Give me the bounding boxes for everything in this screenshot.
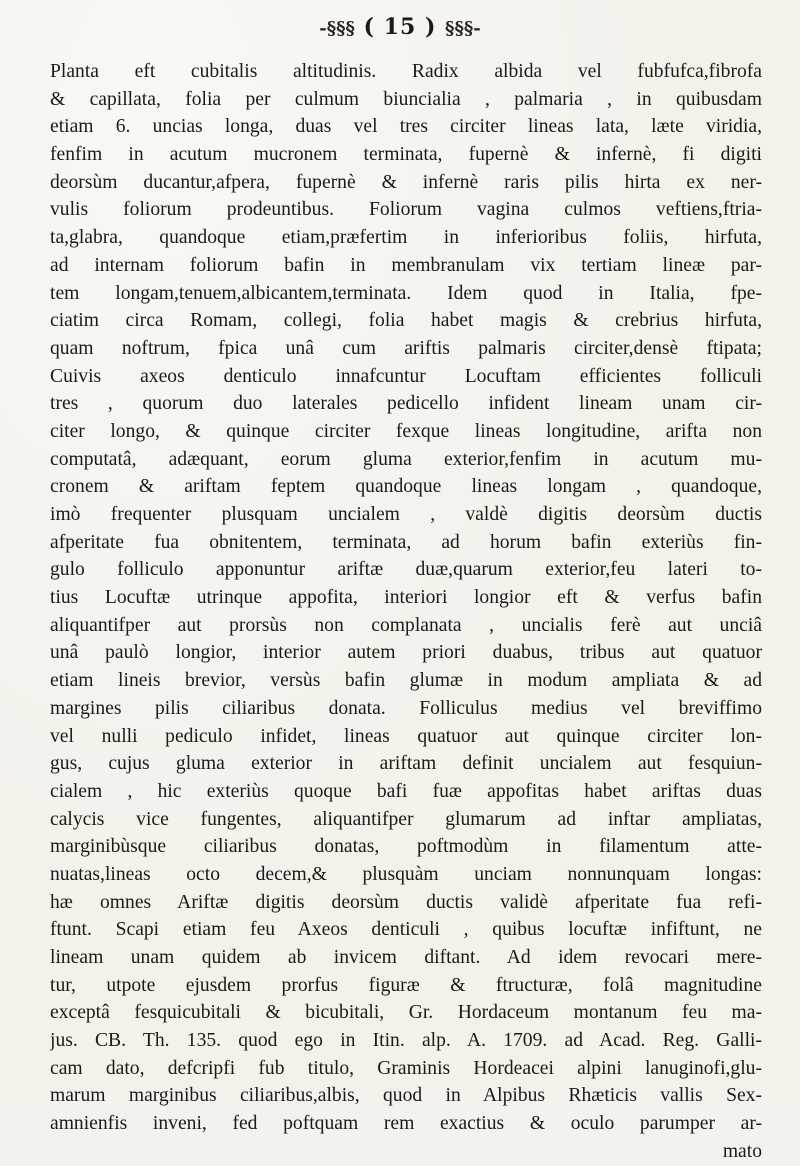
text-line: lineam unam quidem ab invicem diftant. Ad idem revocari mere- xyxy=(50,947,762,968)
text-line: Planta eft cubitalis altitudinis. Radix albida vel fubfufca,fibrofa xyxy=(50,61,762,82)
text-line: computatâ, adæquant, eorum gluma exterior,fenfim in acutum mu- xyxy=(50,448,762,470)
catchword: mato xyxy=(722,1140,762,1162)
text-line: citer longo, & quinque circiter fexque lineas longitudine, arifta non xyxy=(50,420,762,442)
text-line: afperitate fua obnitentem, terminata, ad horum bafin exteriùs fin- xyxy=(50,531,762,553)
text-line: imò frequenter plusquam uncialem , valdè digitis deorsùm ductis xyxy=(50,504,762,525)
text-line: amnienfis inveni, fed poftquam rem exactius & oculo parumper ar- xyxy=(50,1113,762,1135)
text-line: tius Locuftæ utrinque appofita, interiori longior eft & verfus bafin xyxy=(50,587,762,609)
text-line: etiam lineis brevior, versùs bafin glumæ in modum ampliata & ad xyxy=(50,670,762,692)
text-line: cronem & ariftam feptem quandoque lineas longam , quandoque, xyxy=(50,476,762,498)
text-line: gus, cujus gluma exterior in ariftam definit uncialem aut fesquiun- xyxy=(50,753,762,775)
text-line: hæ omnes Ariftæ digitis deorsùm ductis validè afperitate fua refi- xyxy=(50,891,762,913)
page-number: ( 15 ) xyxy=(363,14,437,40)
text-line: exceptâ fesquicubitali & bicubitali, Gr. Hordaceum montanum feu ma- xyxy=(50,1002,762,1024)
text-line: fenfim in acutum mucronem terminata, fupernè & infernè, fi digiti xyxy=(50,144,762,166)
text-line: margines pilis ciliaribus donata. Folliculus medius vel breviffimo xyxy=(50,697,762,719)
text-line: tur, utpote ejusdem prorfus figuræ & ftructuræ, folâ magnitudine xyxy=(50,974,762,996)
text-line: aliquantifper aut prorsùs non complanata , uncialis ferè aut unciâ xyxy=(50,614,762,636)
text-line: ad internam foliorum bafin in membranulam vix tertiam lineæ par- xyxy=(50,254,762,276)
page-header xyxy=(0,14,800,40)
latin-text-block xyxy=(50,58,762,1166)
ornament-left: -§§§ xyxy=(319,18,355,39)
text-line: calycis vice fungentes, aliquantifper glumarum ad inftar ampliatas, xyxy=(50,808,762,830)
text-line: gulo folliculo apponuntur ariftæ duæ,quarum exterior,feu lateri to- xyxy=(50,559,762,581)
text-line: tres , quorum duo laterales pedicello infident lineam unam cir- xyxy=(50,393,762,415)
text-line: ta,glabra, quandoque etiam,præfertim in inferioribus foliis, hirfuta, xyxy=(50,227,762,249)
text-line: vel nulli pediculo infidet, lineas quatuor aut quinque circiter lon- xyxy=(50,725,762,747)
text-line: etiam 6. uncias longa, duas vel tres circiter lineas lata, læte viridia, xyxy=(50,116,762,138)
text-line: jus. CB. Th. 135. quod ego in Itin. alp. A. 1709. ad Acad. Reg. Galli- xyxy=(50,1030,762,1052)
text-line: marum marginibus ciliaribus,albis, quod in Alpibus Rhæticis vallis Sex- xyxy=(50,1085,762,1107)
text-line: Cuivis axeos denticulo innafcuntur Locuftam efficientes folliculi xyxy=(50,365,762,387)
text-line: quam noftrum, fpica unâ cum ariftis palmaris circiter,densè ftipata; xyxy=(50,337,762,359)
text-line: unâ paulò longior, interior autem priori duabus, tribus aut quatuor xyxy=(50,642,762,664)
text-line: vulis foliorum prodeuntibus. Foliorum vagina culmos veftiens,ftria- xyxy=(50,199,762,221)
text-line: ftunt. Scapi etiam feu Axeos denticuli , quibus locuftæ infiftunt, ne xyxy=(50,919,762,941)
text-line: & capillata, folia per culmum biuncialia , palmaria , in quibusdam xyxy=(50,88,762,110)
text-line: nuatas,lineas octo decem,& plusquàm unciam nonnunquam longas: xyxy=(50,863,762,885)
text-line: deorsùm ducantur,afpera, fupernè & infernè raris pilis hirta ex ner- xyxy=(50,171,762,193)
text-line: cialem , hic exteriùs quoque bafi fuæ appofitas habet ariftas duas xyxy=(50,780,762,802)
ornament-right: §§§- xyxy=(445,18,481,39)
text-line: tem longam,tenuem,albicantem,terminata. Idem quod in Italia, fpe- xyxy=(50,282,762,304)
text-line: cam dato, defcripfi fub titulo, Graminis Hordeacei alpini lanuginofi,glu- xyxy=(50,1057,762,1079)
text-line: ciatim circa Romam, collegi, folia habet magis & crebrius hirfuta, xyxy=(50,310,762,332)
text-line: marginibùsque ciliaribus donatas, poftmodùm in filamentum atte- xyxy=(50,836,762,858)
